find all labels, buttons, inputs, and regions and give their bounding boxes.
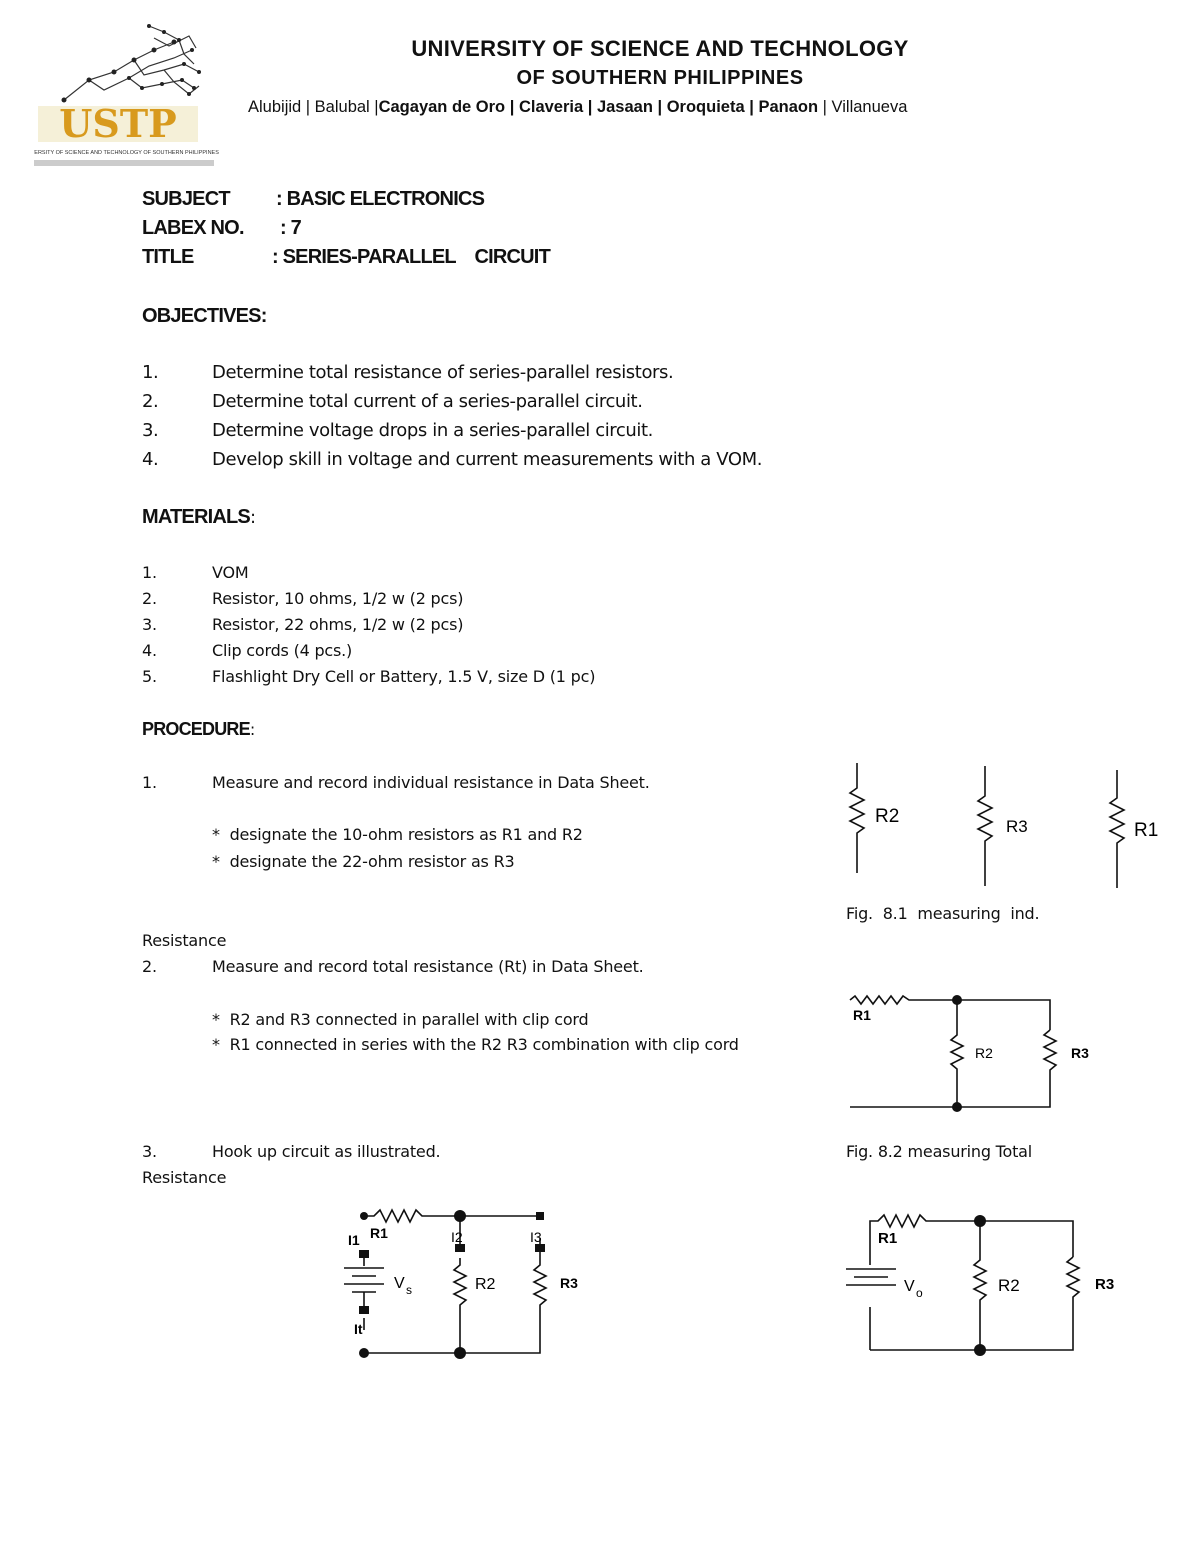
objectives-heading: OBJECTIVES: [142,305,267,327]
svg-text:I1: I1 [348,1232,360,1248]
svg-text:I3: I3 [530,1229,542,1245]
circuit-voltage-drops [840,1205,1130,1365]
resistor-r2-symbol [850,763,864,873]
university-logo [34,20,224,175]
subject-value: : BASIC ELECTRONICS [276,188,485,210]
materials-heading: MATERIALS: [142,506,256,528]
svg-text:R2: R2 [475,1276,496,1293]
title-value: : SERIES-PARALLEL CIRCUIT [272,246,550,268]
campus-alubijid: Alubijid [248,98,302,116]
campus-jasaan: Jasaan [596,98,653,116]
labex-label: LABEX NO. [142,217,244,239]
step1-note-2: * designate the 22-ohm resistor as R3 [212,852,515,871]
resistor-r3-symbol [978,766,992,886]
resistance-word: Resistance [142,1168,227,1187]
material-item: 4. Clip cords (4 pcs.) [142,641,353,660]
procedure-heading: PROCEDURE: [142,719,256,739]
campus-panaon: Panaon [758,98,819,116]
svg-text:R1: R1 [878,1230,898,1247]
campus-oroquieta: Oroquieta [666,98,745,116]
labex-value: : 7 [280,217,301,239]
campus-claveria: Claveria [518,98,584,116]
svg-text:R3: R3 [1071,1045,1089,1061]
svg-text:UNIVERSITY OF SCIENCE AND TECH: UNIVERSITY OF SCIENCE AND TECHNOLOGY OF SOUTHERN PHILIPPINES [34,150,219,156]
objective-item: 2. Determine total current of a series-parallel circuit. [142,391,643,412]
figure-8-2 [845,990,1105,1115]
material-item: 3. Resistor, 22 ohms, 1/2 w (2 pcs) [142,615,464,634]
svg-text:s: s [406,1283,412,1297]
svg-text:R1: R1 [1134,820,1159,841]
figure-8-1 [840,758,1170,898]
circuit-with-current-meters [330,1200,600,1370]
svg-text:R1: R1 [370,1225,388,1241]
campus-list: Alubijid | Balubal |Cagayan de Oro | Claveria | Jasaan | Oroquieta | Panaon | Villanueva [248,98,908,116]
resistance-word: Resistance [142,931,227,950]
title-label: TITLE [142,246,194,268]
svg-text:V: V [394,1275,405,1292]
campus-villanueva: Villanueva [831,98,908,116]
campus-cagayan-de-oro: Cagayan de Oro [378,98,506,116]
step2-note-2: * R1 connected in series with the R2 R3 combination with clip cord [212,1035,739,1054]
subject-label: SUBJECT [142,188,230,210]
svg-text:I2: I2 [451,1229,463,1245]
procedure-step-3: 3. Hook up circuit as illustrated. [142,1142,441,1161]
step2-note-1: * R2 and R3 connected in parallel with clip cord [212,1010,589,1029]
logo-text: USTP [59,101,177,146]
figure-8-1-caption: Fig. 8.1 measuring ind. [846,904,1040,923]
svg-text:R2: R2 [975,1045,993,1061]
objective-item: 1. Determine total resistance of series-parallel resistors. [142,362,674,383]
svg-text:It: It [354,1321,363,1337]
university-name-line2: OF SOUTHERN PHILIPPINES [516,67,804,89]
svg-text:R2: R2 [875,806,900,827]
objective-item: 4. Develop skill in voltage and current measurements with a VOM. [142,449,763,470]
svg-text:R3: R3 [560,1275,578,1291]
svg-text:R3: R3 [1095,1276,1115,1293]
logo-network-graphic [34,20,224,175]
figure-8-2-caption: Fig. 8.2 measuring Total [846,1142,1033,1161]
university-name-line1: UNIVERSITY OF SCIENCE AND TECHNOLOGY [411,36,909,61]
svg-text:R3: R3 [1006,817,1028,836]
svg-text:V: V [904,1278,915,1295]
campus-balubal: Balubal [314,98,370,116]
procedure-step-1: 1. Measure and record individual resistance in Data Sheet. [142,773,650,792]
svg-text:o: o [916,1286,923,1300]
step1-note-1: * designate the 10-ohm resistors as R1 and R2 [212,825,583,844]
resistor-r1-symbol [1110,770,1124,888]
material-item: 5. Flashlight Dry Cell or Battery, 1.5 V, size D (1 pc) [142,667,596,686]
material-item: 2. Resistor, 10 ohms, 1/2 w (2 pcs) [142,589,464,608]
procedure-step-2: 2. Measure and record total resistance (Rt) in Data Sheet. [142,957,644,976]
material-item: 1. VOM [142,563,249,582]
objective-item: 3. Determine voltage drops in a series-parallel circuit. [142,420,653,441]
svg-text:R1: R1 [853,1007,871,1023]
svg-text:R2: R2 [998,1276,1020,1295]
